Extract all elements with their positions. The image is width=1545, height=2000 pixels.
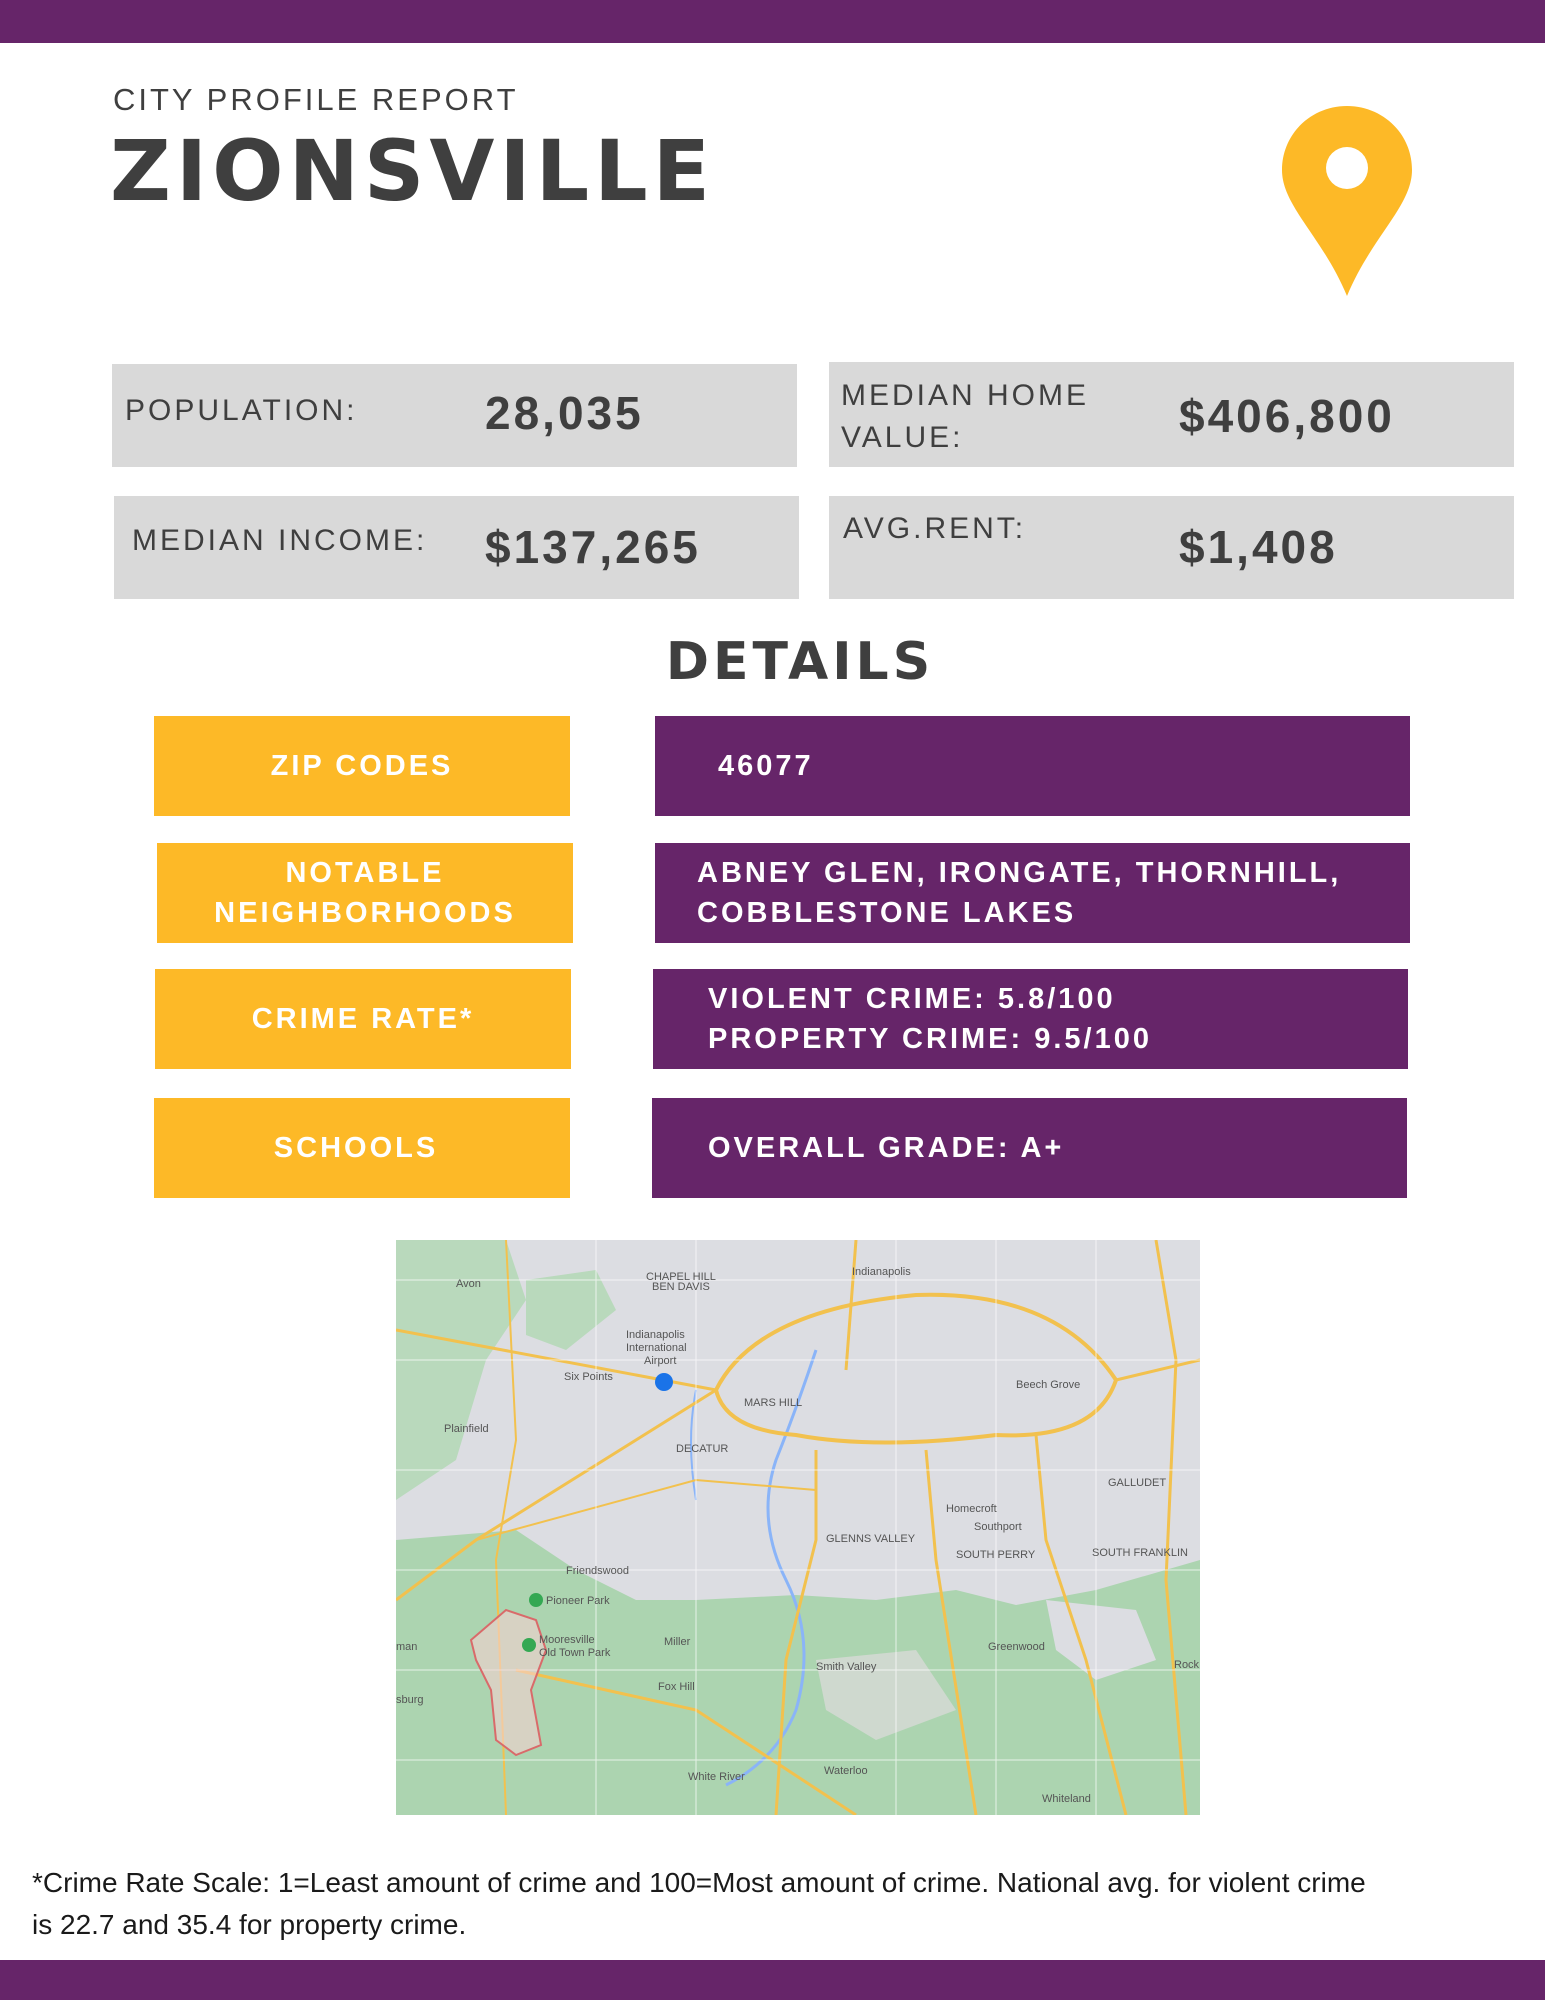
map-label-ben-davis: BEN DAVIS [652,1281,710,1293]
map-label-sburg: sburg [396,1694,424,1706]
map-label-man: man [396,1641,418,1653]
map-label-plainfield: Plainfield [444,1423,489,1435]
property-crime-line: PROPERTY CRIME: 9.5/100 [708,1023,1152,1055]
map-label-airport3: Airport [644,1355,677,1367]
map-label-whiteland: Whiteland [1042,1793,1091,1805]
map-label-waterloo: Waterloo [824,1765,868,1777]
rent-card [829,496,1514,599]
population-card [112,364,797,467]
map-label-rock: Rock [1174,1659,1200,1671]
map-label-mooresville: Mooresville [539,1634,595,1646]
city-title: ZIONSVILLE [110,122,716,220]
map-label-greenwood: Greenwood [988,1641,1045,1653]
income-value: $137,265 [485,521,701,573]
crime-footnote [32,1862,1512,1946]
neighborhoods-label-line1: NOTABLE [285,857,445,889]
income-label: MEDIAN INCOME: [132,524,428,557]
neighborhoods-line1: ABNEY GLEN, IRONGATE, THORNHILL, [697,857,1342,889]
top-bar [0,0,1545,43]
map-label-decatur: DECATUR [676,1443,729,1455]
map-label-south-perry: SOUTH PERRY [956,1549,1036,1561]
crime-rate-value [653,969,1408,1069]
zip-codes-value [655,716,1410,816]
map-label-pioneer-park: Pioneer Park [546,1595,610,1607]
bottom-bar [0,1960,1545,2000]
map-label-chapel-hill: CHAPEL HILL [646,1271,716,1283]
map-label-mars-hill: MARS HILL [744,1397,803,1409]
income-card [114,496,799,599]
report-subtitle: CITY PROFILE REPORT [113,82,519,117]
map-label-smith-valley: Smith Valley [816,1661,877,1673]
map-label-galludet: GALLUDET [1108,1477,1167,1489]
map-graphic [396,1240,1200,1815]
footnote-line1: *Crime Rate Scale: 1=Least amount of crime and 100=Most amount of crime. National avg. for violent crime [32,1867,1366,1898]
map-label-indianapolis: Indianapolis [852,1266,911,1278]
home-value-card [829,362,1514,467]
schools-value [652,1098,1407,1198]
map-label-south-franklin: SOUTH FRANKLIN [1092,1547,1188,1559]
crime-rate-text [708,979,1152,1059]
map-label-beech-grove: Beech Grove [1016,1379,1081,1391]
home-value-label-line2: VALUE: [841,421,964,454]
map-label-homecroft: Homecroft [946,1503,997,1515]
map-label-friendswood: Friendswood [566,1565,629,1577]
neighborhoods-value [655,843,1410,943]
map-label-airport2: International [626,1342,687,1354]
map-label-airport1: Indianapolis [626,1329,685,1341]
population-label: POPULATION: [125,394,358,427]
map-label-miller: Miller [664,1636,691,1648]
map-label-avon: Avon [456,1278,481,1290]
rent-value: $1,408 [1179,521,1338,573]
neighborhoods-text [697,853,1341,933]
map-label-southport: Southport [974,1521,1022,1533]
neighborhoods-line2: COBBLESTONE LAKES [697,897,1077,929]
map-pin-icon [1282,106,1412,296]
population-value: 28,035 [485,387,644,439]
area-map [396,1240,1200,1815]
map-label-white-river: White River [688,1771,745,1783]
zip-codes-label: ZIP CODES [154,716,570,816]
home-value-label-line1: MEDIAN HOME [841,379,1090,412]
rent-label: AVG.RENT: [843,512,1027,545]
schools-label: SCHOOLS [154,1098,570,1198]
footnote-line2: is 22.7 and 35.4 for property crime. [32,1909,467,1940]
details-heading: DETAILS [665,632,935,692]
map-label-old-town-park: Old Town Park [539,1647,611,1659]
map-label-fox-hill: Fox Hill [658,1681,695,1693]
neighborhoods-label-line2: NEIGHBORHOODS [214,897,516,929]
map-label-six-points: Six Points [564,1371,613,1383]
zip-codes-text: 46077 [718,750,814,782]
schools-text: OVERALL GRADE: A+ [708,1132,1065,1164]
neighborhoods-label [157,843,573,943]
crime-rate-label: CRIME RATE* [155,969,571,1069]
home-value-label [841,375,1089,459]
home-value-value: $406,800 [1179,390,1395,442]
violent-crime-line: VIOLENT CRIME: 5.8/100 [708,983,1116,1015]
map-label-glenns-valley: GLENNS VALLEY [826,1533,916,1545]
